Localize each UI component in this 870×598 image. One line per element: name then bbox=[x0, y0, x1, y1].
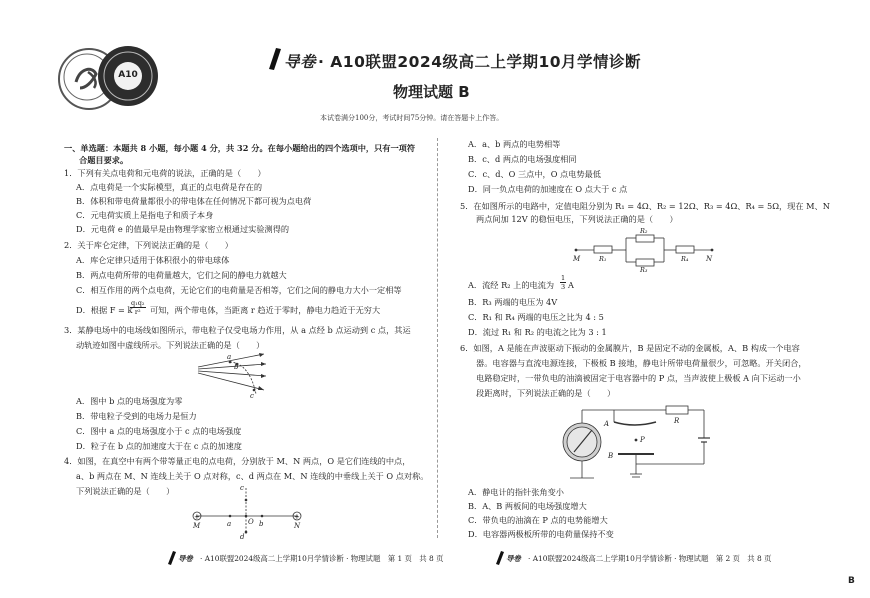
q6-stem-line1: 6．如图，A 是能在声波驱动下振动的金属膜片，B 是固定不动的金属板，A、B 构成一个电容 bbox=[460, 343, 800, 353]
q3-option-a: A．图中 b 点的电场强度为零 bbox=[76, 396, 183, 406]
q6-label-r: R bbox=[674, 417, 680, 425]
q6-label-b: B bbox=[608, 452, 614, 460]
q1-option-d: D．元电荷 e 的值最早是由物理学家密立根通过实验测得的 bbox=[76, 224, 290, 234]
q4-stem-line1: 4．如图，在真空中有两个带等量正电的点电荷，分别放于 M、N 两点，O 是它们连线的中点， bbox=[64, 456, 411, 466]
q6-option-a: A．静电计的指针张角变小 bbox=[468, 487, 564, 497]
q4-option-c: C．c、d、O 三点中，O 点电势最低 bbox=[468, 169, 601, 179]
q4-plus-right: + bbox=[294, 513, 300, 521]
q3-label-b: b bbox=[234, 363, 239, 371]
q5-circuit-diagram bbox=[570, 226, 720, 272]
q4-stem-line3: 下列说法正确的是（ ） bbox=[76, 486, 175, 496]
q2-option-a: A．库仑定律只适用于体积很小的带电球体 bbox=[76, 255, 230, 265]
q4-charges-diagram bbox=[188, 482, 308, 540]
footer-right-brand: 导卷 bbox=[506, 554, 521, 563]
q3-option-b: B．带电粒子受到的电场力是恒力 bbox=[76, 411, 197, 421]
q2-option-d-fraction bbox=[130, 299, 146, 316]
section1-heading-line1: 一、单选题：本题共 8 小题，每小题 4 分，共 32 分。在每小题给出的四个选项中，只有一项符 bbox=[64, 143, 416, 153]
footer-right-mark bbox=[496, 550, 504, 569]
brand-mark bbox=[268, 47, 282, 75]
q6-stem-line4: 段距离时，下列说法正确的是（ ） bbox=[476, 388, 616, 398]
column-divider bbox=[437, 138, 438, 538]
q4-label-o: O bbox=[248, 518, 254, 526]
q2-fraction-numerator: q₁q₂ bbox=[131, 299, 145, 307]
q5-fraction-denominator: 3 bbox=[561, 283, 566, 291]
footer-right-text: · A10联盟2024级高二上学期10月学情诊断 · 物理试题 第 2 页 共 8 页 bbox=[528, 554, 772, 563]
q5-option-a-suffix: A bbox=[568, 280, 574, 290]
q4-option-b: B．c、d 两点的电场强度相同 bbox=[468, 154, 577, 164]
q5-option-a-fraction bbox=[560, 274, 566, 291]
q6-stem-line3: 电路稳定时，一带负电的油滴被固定于电容器中的 P 点，当声波使上极板 A 向下运动一小 bbox=[476, 373, 801, 383]
q2-fraction-denominator: r² bbox=[134, 308, 141, 316]
q4-label-m: M bbox=[193, 522, 201, 530]
q1-option-c: C．元电荷实质上是指电子和质子本身 bbox=[76, 210, 214, 220]
q5-label-m: M bbox=[573, 255, 581, 263]
q1-stem: 1．下列有关点电荷和元电荷的说法，正确的是（ ） bbox=[64, 168, 266, 178]
q6-option-c: C．带负电的油滴在 P 点的电势能增大 bbox=[468, 515, 608, 525]
q4-stem-line2: a、b 两点在 M、N 连线上关于 O 点对称，c、d 两点在 M、N 连线的中垂线上关于 O 点对称。 bbox=[76, 471, 429, 481]
q3-label-c: c bbox=[250, 392, 254, 400]
section1-heading-line2: 合题目要求。 bbox=[79, 155, 129, 165]
q2-option-b: B．两点电荷所带的电荷量越大，它们之间的静电力就越大 bbox=[76, 270, 287, 280]
q3-stem-line1: 3．某静电场中的电场线如图所示，带电粒子仅受电场力作用，从 a 点经 b 点运动到 c 点，其运 bbox=[64, 325, 411, 335]
q4-label-a: a bbox=[227, 520, 232, 528]
q2-stem: 2．关于库仑定律，下列说法正确的是（ ） bbox=[64, 240, 233, 250]
q5-option-a-prefix: A．流经 R₂ 上的电流为 bbox=[468, 280, 555, 290]
q1-option-a: A．点电荷是一个实际模型，真正的点电荷是存在的 bbox=[76, 182, 263, 192]
q3-option-d: D．粒子在 b 点的加速度大于在 c 点的加速度 bbox=[76, 441, 242, 451]
footer-left-text: · A10联盟2024级高二上学期10月学情诊断 · 物理试题 第 1 页 共 8 页 bbox=[200, 554, 444, 563]
q4-label-b: b bbox=[259, 520, 264, 528]
q5-option-d: D．流过 R₁ 和 R₂ 的电流之比为 3 : 1 bbox=[468, 327, 607, 337]
q6-label-p: P bbox=[640, 436, 645, 444]
q6-stem-line2: 器。电容器与直流电源连接，下极板 B 接地，静电计所带电荷量很少，可忽略。开关闭合， bbox=[476, 358, 807, 368]
q5-fraction-numerator: 1 bbox=[561, 274, 566, 282]
q1-option-b: B．体积和带电荷量都很小的带电体在任何情况下都可视为点电荷 bbox=[76, 196, 312, 206]
q5-stem-line2: 两点间加 12V 的稳恒电压，下列说法正确的是（ ） bbox=[476, 214, 678, 224]
q5-option-b: B．R₃ 两端的电压为 4V bbox=[468, 297, 558, 307]
q3-label-a: a bbox=[227, 353, 232, 361]
footer-left-brand: 导卷 bbox=[178, 554, 193, 563]
q5-label-r4: R₄ bbox=[681, 255, 689, 263]
q2-option-d-suffix: 可知，两个带电体，当距离 r 趋近于零时，静电力趋近于无穷大 bbox=[150, 305, 381, 315]
q4-option-a: A．a、b 两点的电势相等 bbox=[468, 139, 561, 149]
q2-option-c: C．相互作用的两个点电荷，无论它们的电荷量是否相等，它们之间的静电力大小一定相等 bbox=[76, 285, 402, 295]
q3-stem-line2: 动轨迹如图中虚线所示。下列说法正确的是（ ） bbox=[76, 340, 265, 350]
exam-note: 本试卷满分100分，考试时间75分钟。请在答题卡上作答。 bbox=[320, 114, 504, 122]
q6-label-a: A bbox=[604, 420, 610, 428]
q5-label-r1: R₁ bbox=[599, 255, 607, 263]
q4-plus-left: + bbox=[194, 513, 200, 521]
q6-capacitor-diagram bbox=[560, 398, 720, 484]
footer-left-mark bbox=[168, 550, 176, 569]
q4-label-n: N bbox=[294, 522, 301, 530]
q6-option-b: B．A、B 两板间的电场强度增大 bbox=[468, 501, 587, 511]
q2-option-d-prefix: D．根据 F = k bbox=[76, 305, 133, 315]
q5-label-r2: R₂ bbox=[640, 227, 648, 235]
q5-stem-line1: 5．在如图所示的电路中，定值电阻分别为 R₁ = 4Ω、R₂ = 12Ω、R₃ = 4Ω、R₄ = 5Ω，现在 M、N bbox=[460, 201, 830, 211]
q4-label-c: c bbox=[240, 484, 244, 492]
q4-label-d: d bbox=[240, 533, 245, 540]
q3-field-line-diagram bbox=[196, 350, 274, 400]
alliance-seal-logo bbox=[98, 46, 158, 106]
corner-version-letter: B bbox=[848, 576, 855, 586]
page-subtitle: 物理试题 B bbox=[393, 83, 470, 101]
brand-name: 导卷 bbox=[284, 53, 317, 71]
page-title: · A10联盟2024级高二上学期10月学情诊断 bbox=[318, 53, 642, 71]
q3-option-c: C．图中 a 点的电场强度小于 c 点的电场强度 bbox=[76, 426, 242, 436]
q5-label-n: N bbox=[706, 255, 713, 263]
alliance-seal-text: A10 bbox=[118, 70, 138, 80]
q5-label-r3: R₃ bbox=[640, 266, 648, 272]
q5-option-c: C．R₁ 和 R₄ 两端的电压之比为 4 : 5 bbox=[468, 312, 604, 322]
q6-option-d: D．电容器两极板所带的电荷量保持不变 bbox=[468, 529, 614, 539]
q4-option-d: D．同一负点电荷的加速度在 O 点大于 c 点 bbox=[468, 184, 628, 194]
